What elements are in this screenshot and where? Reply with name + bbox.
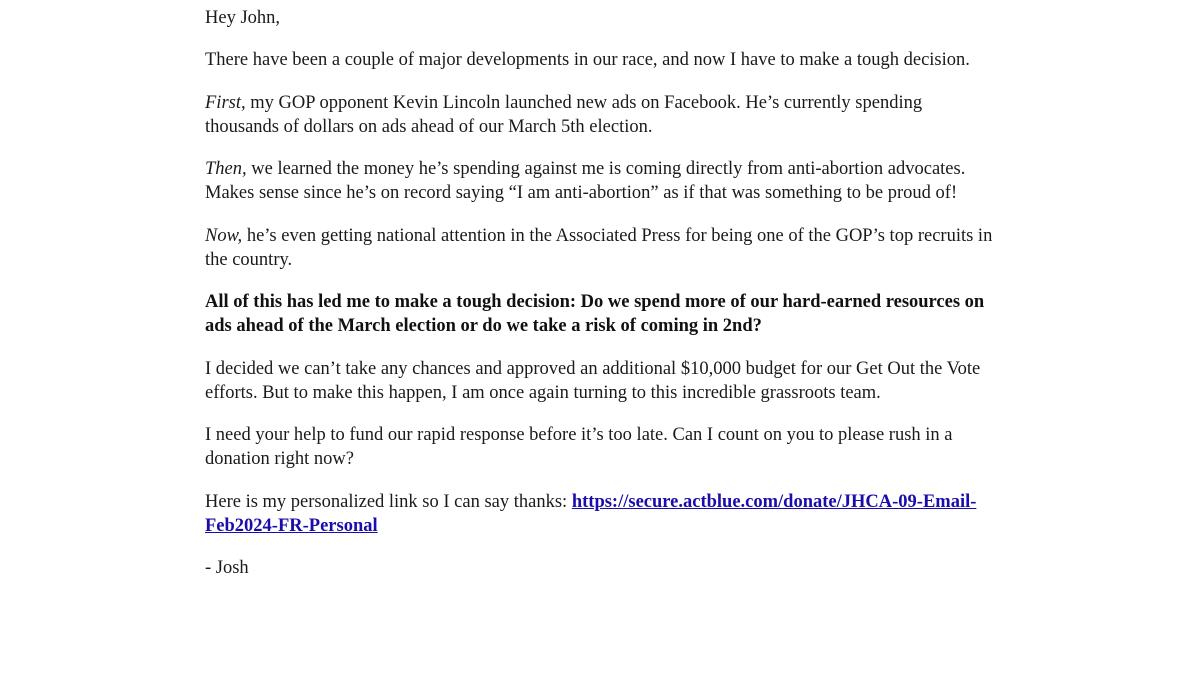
email-paragraph-tough-decision: All of this has led me to make a tough decision: Do we spend more of our hard-earned resources on ads ahead of the March election or do we take a risk of coming in 2nd? — [205, 292, 985, 336]
paragraph-text-first: my GOP opponent Kevin Lincoln launched new ads on Facebook. He’s currently spending thousands of dollars on ads ahead of our March 5th election. — [205, 92, 923, 137]
email-greeting: Hey John, — [205, 8, 281, 28]
paragraph-text-then: we learned the money he’s spending against me is coming directly from anti-abortion advocates. Makes sense since he’s on record saying “I am anti-abortion” as if that was something to be proud of! — [205, 159, 966, 203]
email-paragraph-budget: I decided we can’t take any chances and approved an additional $10,000 budget for our Get Out the Vote efforts. But to make this happen, I am once again turning to this incredible grassroots team. — [205, 358, 981, 403]
donate-link[interactable]: https://secure.actblue.com/donate/JHCA-09-Email-Feb2024-FR-Personal — [205, 491, 977, 536]
email-paragraph-developments: There have been a couple of major developments in our race, and now I have to make a tough decision. — [205, 50, 970, 70]
paragraph-lead-now: Now, — [205, 225, 243, 246]
email-signoff: - Josh — [205, 558, 249, 578]
email-paragraph-ask: I need your help to fund our rapid response before it’s too late. Can I count on you to please rush in a donation right now? — [205, 425, 953, 469]
email-body — [205, 6, 995, 580]
paragraph-lead-then: Then, — [205, 159, 247, 179]
email-paragraph-now — [205, 224, 995, 272]
email-paragraph-link — [205, 490, 995, 538]
paragraph-lead-first: First, — [205, 92, 246, 113]
paragraph-text-now: he’s even getting national attention in the Associated Press for being one of the GOP’s top recruits in the country. — [205, 225, 993, 270]
email-paragraph-first — [205, 91, 995, 139]
link-intro-text: Here is my personalized link so I can say thanks: — [205, 491, 572, 512]
email-paragraph-then — [205, 157, 995, 205]
